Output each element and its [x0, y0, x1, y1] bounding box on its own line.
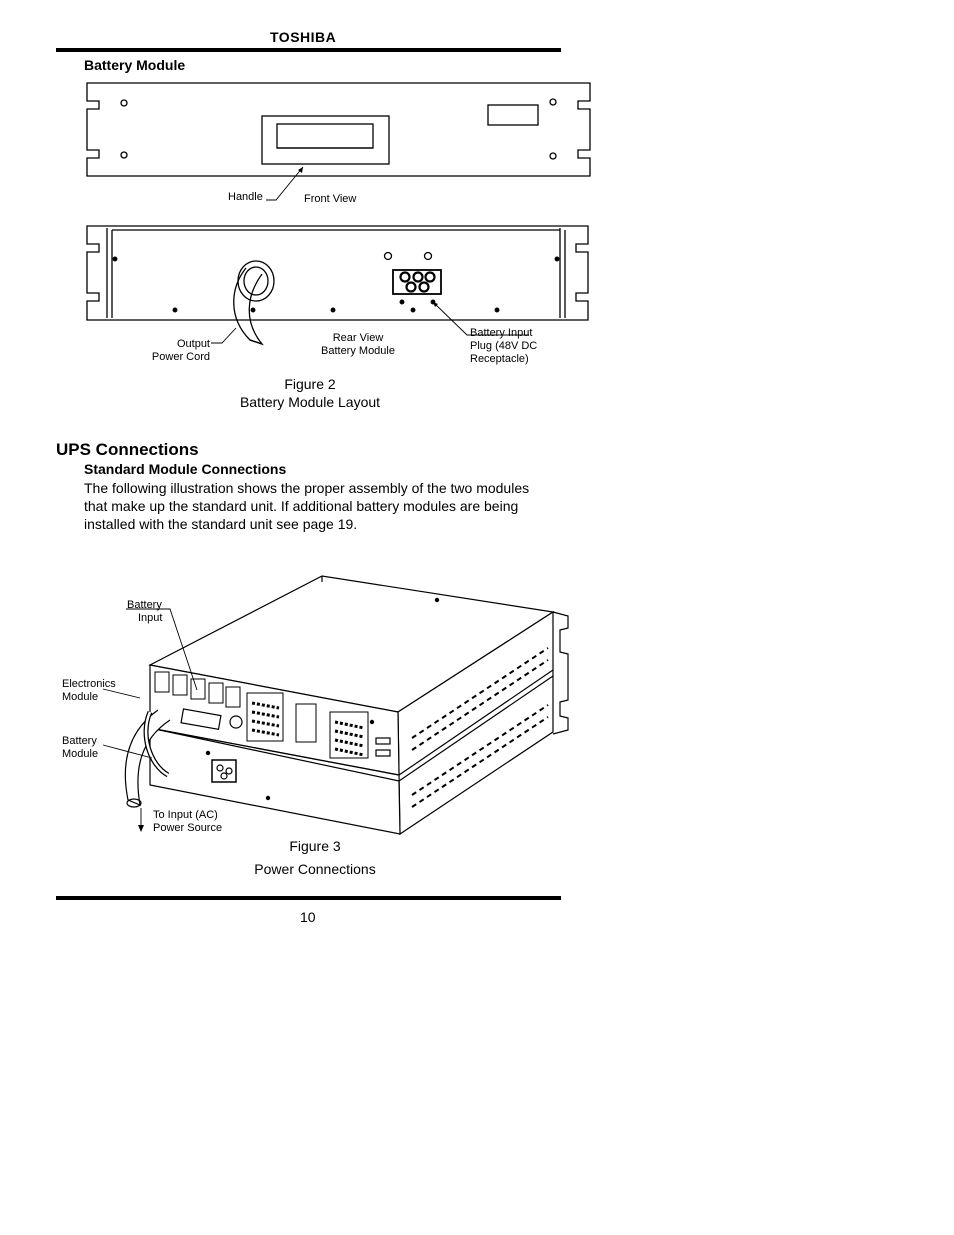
footer-rule: [56, 896, 561, 900]
ups-connections-title: UPS Connections: [56, 440, 199, 459]
label-plug-line3: Receptacle): [470, 353, 529, 365]
label-to-input-line1: To Input (AC): [153, 809, 218, 821]
label-rear-view-line1: Rear View: [332, 332, 384, 344]
front-handle: [262, 116, 389, 164]
battery-module-figure: [0, 0, 954, 420]
figure3-number: Figure 3: [289, 838, 341, 854]
label-handle: Handle: [228, 191, 263, 203]
brand-logo: TOSHIBA: [270, 29, 337, 45]
label-front-view: Front View: [304, 193, 357, 205]
label-output-line1: Output: [176, 338, 210, 350]
ups-connections-paragraph: The following illustration shows the proper assembly of the two modules that make up the standard unit. If additional battery modules are being installed with the standard unit see page 19.: [84, 480, 530, 532]
label-battery-input-line1: Battery: [127, 599, 162, 611]
label-electronics-line2: Module: [62, 691, 99, 703]
label-to-input-line2: Power Source: [153, 822, 223, 834]
standard-module-heading: Standard Module Connections: [84, 461, 287, 477]
label-battery-module-line1: Battery: [62, 735, 97, 747]
label-plug-line2: Plug (48V DC: [470, 340, 538, 352]
front-display-window: [488, 105, 538, 125]
label-rear-view-line2: Battery Module: [321, 345, 395, 357]
label-plug-line1: Battery Input: [470, 327, 533, 339]
rear-view-panel: [87, 226, 588, 320]
battery-module-heading: Battery Module: [84, 57, 186, 73]
label-output-line2: Power Cord: [151, 351, 210, 363]
power-connections-figure: [0, 560, 954, 890]
label-electronics-line1: Electronics: [62, 678, 116, 690]
front-view-panel: [87, 83, 590, 176]
figure2-caption: Battery Module Layout: [239, 394, 381, 410]
label-battery-input-line2: Input: [138, 612, 163, 624]
figure3-caption: Power Connections: [254, 861, 376, 877]
figure2-number: Figure 2: [284, 376, 336, 392]
label-battery-module-line2: Module: [62, 748, 99, 760]
page-number: 10: [300, 909, 316, 925]
